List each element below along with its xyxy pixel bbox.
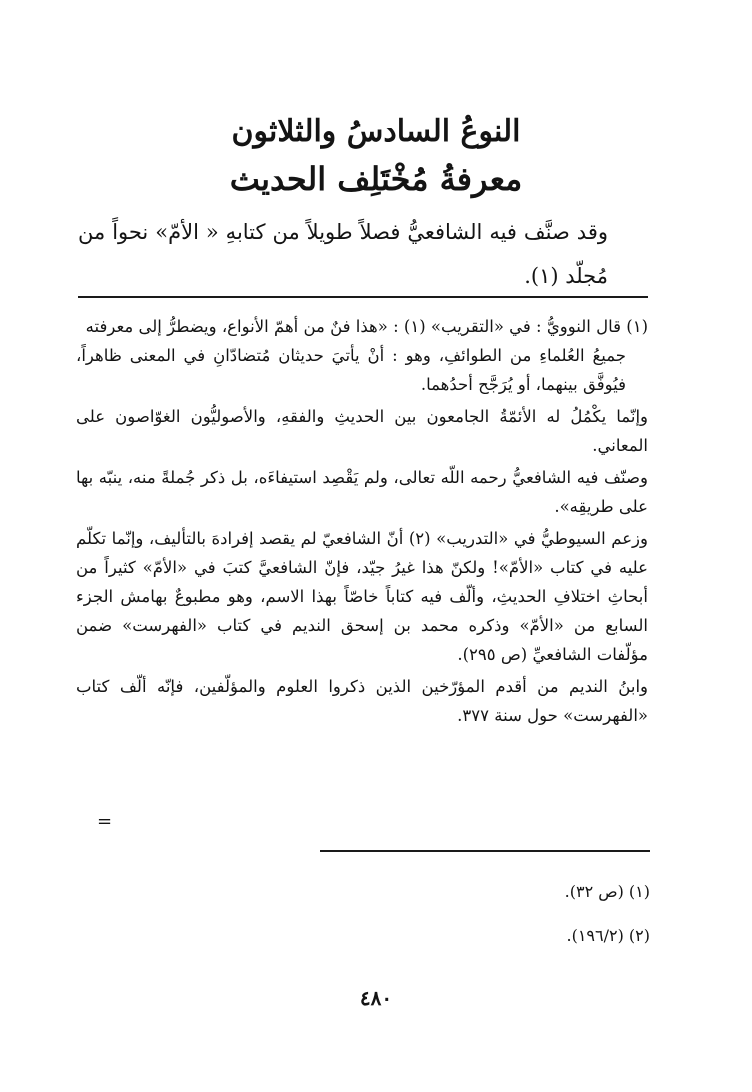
intro-paragraph: وقد صنَّف فيه الشافعيُّ فصلاً طويلاً من كتابهِ « الأمّ» نحواً من مُجلّد (١). [78,220,608,288]
page-number: ٤٨٠ [359,986,393,1010]
note-paragraph: وزعم السيوطيُّ في «التدريب» (٢) أنّ الشافعيّ لم يقصد إفرادهَ بالتأليف، وإنّما تكلّم عليه في كتاب «الأمّ»! ولكنّ هذا غيرُ جيّد، فإنّ الشافعيَّ كتبَ في «الأمّ» كثيراً من أبحاثِ اختلافِ الحديثِ، وألّف فيه كتاباً خاصّاً بهذا الاسم، وهو مطبوعٌ بهامش الجزء السابع من «الأمّ» وذكره محمد بن إسحق النديم في كتاب «الفهرست» ضمن مؤلّفات الشافعيِّ (ص ٢٩٥). [76,529,648,664]
note-paragraph: وابنُ النديم من أقدم المؤرّخين الذين ذكروا العلوم والمؤلّفين، فإنّه ألّف كتاب «الفهرست» حول سنة ٣٧٧. [76,677,648,725]
note-paragraph: جميعُ العُلماءِ من الطوائفِ، وهو : أنْ يأتيَ حديثان مُتضادّانِ في المعنى ظاهراً، فيُوفَّق بينهما، أو يُرَجَّح أحدُهما. [76,346,626,394]
note-paragraph: (١) قال النوويُّ : في «التقريب» (١) : «هذا فنٌ من أهمّ الأنواع، ويضطرُّ إلى معرفته [85,317,648,336]
note-paragraph: وإنّما يكْمُلُ له الأئمّةُ الجامعون بين الحديثِ والفقهِ، والأصوليُّون الغوّاصون على المعاني. [76,407,648,455]
chapter-title: النوعُ السادسُ والثلاثون [231,114,521,149]
footnote-divider [320,850,650,852]
note-paragraph: وصنّف فيه الشافعيُّ رحمه اللّه تعالى، ولم يَقْصِد استيفاءَه، بل ذكر جُملةً منه، ينبّه بها على طريقِه». [76,468,648,516]
notes-divider [78,296,648,298]
footnote: (١) (ص ٣٢). [564,882,650,901]
footnote: (٢) (١٩٦/٢). [566,926,650,945]
editor-notes [76,312,648,733]
continuation-mark: = [97,811,113,832]
chapter-subtitle: معرفةُ مُخْتَلِف الحديث [229,160,523,198]
